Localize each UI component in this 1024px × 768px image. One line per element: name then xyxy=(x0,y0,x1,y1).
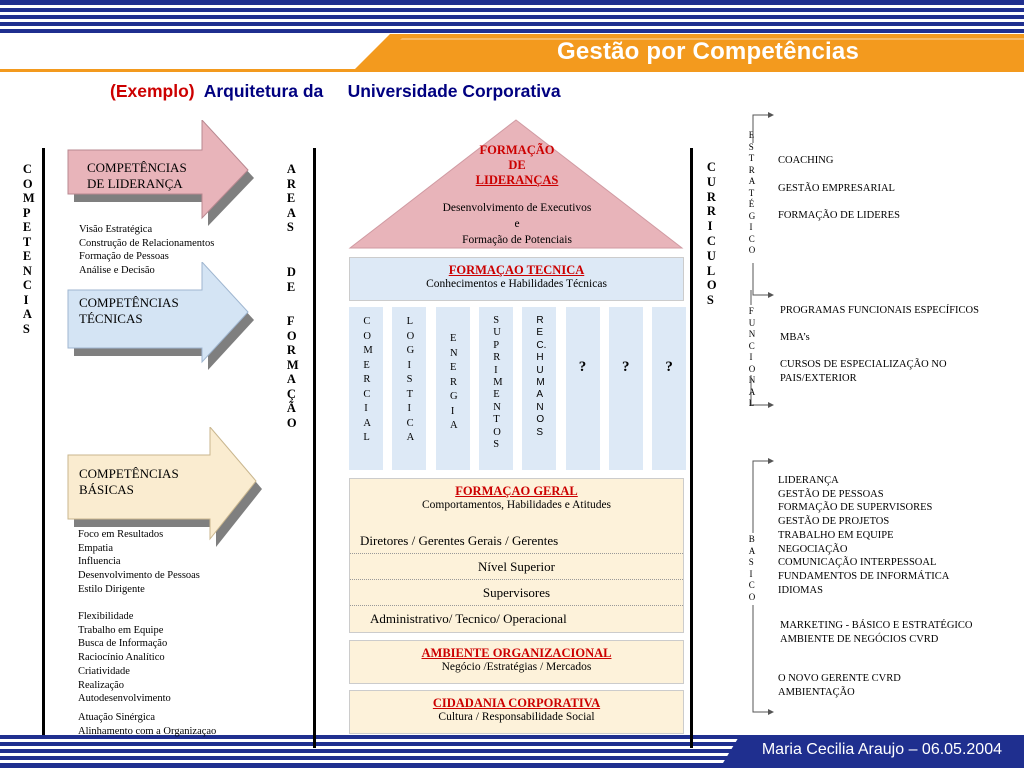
list-item: CURSOS DE ESPECIALIZAÇÃO NO xyxy=(780,359,947,370)
list-item: TRABALHO EM EQUIPE xyxy=(778,529,894,541)
roof-title-line1: FORMAÇÃO xyxy=(479,143,555,157)
basico-letters: BASICO xyxy=(748,534,756,602)
arrow-basicas-line1: COMPETÊNCIAS xyxy=(79,466,179,481)
formacao-geral-title: FORMAÇAO GERAL xyxy=(455,484,578,498)
list-item: FORMAÇÃO DE SUPERVISORES xyxy=(778,502,933,514)
areas-letters: AREAS xyxy=(286,162,296,234)
pillar-comercial xyxy=(349,307,383,470)
estrategico-letters: ESTRATÉGICO xyxy=(748,130,756,255)
funcional-letters: FUNCIONAL xyxy=(748,306,756,408)
pillar-label: ? xyxy=(578,359,587,375)
list-item: Trabalho em Equipe xyxy=(78,624,164,636)
areas-vertical-label xyxy=(280,162,300,235)
pillar-rechumanos xyxy=(522,307,556,470)
cidadania-corporativa-box xyxy=(349,690,684,734)
left-divider-line xyxy=(42,148,45,735)
arrow-lideranca-label xyxy=(87,160,187,192)
formacao-geral-subtitle: Comportamentos, Habilidades e Atitudes xyxy=(421,499,612,511)
list-item: Busca de Informação xyxy=(78,638,168,650)
list-item: Visão Estratégica xyxy=(79,224,153,235)
pillar-label: REC. HUMANOS xyxy=(536,315,550,438)
right-brackets xyxy=(735,105,775,725)
list-item: COMUNICAÇÃO INTERPESSOAL xyxy=(778,557,937,569)
ambiente-title: AMBIENTE ORGANIZACIONAL xyxy=(421,646,612,660)
arrow-tecnicas-line2: TÉCNICAS xyxy=(79,311,143,326)
list-item: MBA’s xyxy=(780,332,810,343)
roof-description xyxy=(410,200,624,248)
pillar-energia xyxy=(436,307,470,470)
pillar-label: COMERCIAL xyxy=(363,316,373,443)
pillar-label: ? xyxy=(665,359,673,375)
pillar-unknown-7 xyxy=(652,307,686,470)
roof-desc-line1: Desenvolvimento de Executivos xyxy=(442,202,592,214)
list-item: Autodesenvolvimento xyxy=(78,693,171,705)
list-item: GESTÃO DE PROJETOS xyxy=(778,516,890,528)
list-item: AMBIENTAÇÃO xyxy=(778,686,855,698)
pillar-label: LOGISTICA xyxy=(406,316,415,443)
competencias-vertical-label xyxy=(16,162,36,336)
formacao-tecnica-subtitle: Conhecimentos e Habilidades Técnicas xyxy=(426,278,607,290)
curriculos-vertical-label xyxy=(700,160,720,308)
formacao-vertical-label xyxy=(280,314,300,430)
list-item: Raciocínio Analítico xyxy=(78,652,165,664)
ambiente-subtitle: Negócio /Estratégias / Mercados xyxy=(441,661,592,673)
arrow-tecnicas-label xyxy=(79,295,179,327)
pillar-unknown-6 xyxy=(609,307,643,470)
arrow-basicas-line2: BÁSICAS xyxy=(79,482,134,497)
arrow-tecnicas-line1: COMPETÊNCIAS xyxy=(79,295,179,310)
cidadania-title: CIDADANIA CORPORATIVA xyxy=(432,696,601,710)
formacao-letters: FORMAÇÃO xyxy=(286,314,299,430)
list-item: IDIOMAS xyxy=(778,584,823,596)
ambiente-organizacional-box xyxy=(349,640,684,684)
de-letters: DE xyxy=(286,265,296,294)
list-item: Influencia xyxy=(78,556,121,568)
curriculos-letters: CURRICULOS xyxy=(706,160,717,308)
lideranca-competencies-list xyxy=(79,223,214,278)
arrow-lideranca-line1: COMPETÊNCIAS xyxy=(87,160,187,175)
list-item: Empatia xyxy=(78,542,113,554)
level-row xyxy=(350,554,683,580)
de-vertical-label xyxy=(280,265,300,294)
list-item: NEGOCIAÇÃO xyxy=(778,543,848,555)
list-item: AMBIENTE DE NEGÓCIOS CVRD xyxy=(780,633,939,645)
technical-pillars xyxy=(349,307,684,472)
list-item: FUNDAMENTOS DE INFORMÁTICA xyxy=(778,570,950,582)
list-item: Flexibilidade xyxy=(78,611,134,622)
level-supervisores: Supervisores xyxy=(482,585,551,600)
formacao-geral-box xyxy=(349,478,684,633)
list-item: Formação de Pessoas xyxy=(79,251,169,263)
basico-programs-list-3 xyxy=(778,672,901,699)
list-item: Atuação Sinérgica xyxy=(78,712,156,723)
arrow-basicas-label xyxy=(79,466,179,498)
list-item: Análise e Decisão xyxy=(79,265,155,277)
basico-programs-list-2 xyxy=(780,619,973,646)
level-row xyxy=(350,580,683,606)
list-item: O NOVO GERENTE CVRD xyxy=(778,673,901,684)
competencias-letters: COMPETENCIAS xyxy=(22,162,35,336)
list-item: Foco em Resultados xyxy=(78,529,164,540)
list-item: FORMAÇÃO DE LIDERES xyxy=(778,210,900,221)
middle-left-divider-line xyxy=(313,148,316,748)
list-item: Realização xyxy=(78,679,125,691)
formacao-tecnica-title: FORMAÇAO TECNICA xyxy=(448,263,585,277)
list-item: Estilo Dirigente xyxy=(78,583,145,595)
estrategico-programs-list xyxy=(778,147,900,230)
pillar-label: SUPRIMENTOS xyxy=(493,315,503,451)
list-item: GESTÃO EMPRESARIAL xyxy=(778,182,895,194)
page-subtitle xyxy=(110,81,561,102)
list-item: PROGRAMAS FUNCIONAIS ESPECÍFICOS xyxy=(780,305,979,316)
level-diretores: Diretores / Gerentes Gerais / Gerentes xyxy=(360,533,559,548)
list-item: Construção de Relacionamentos xyxy=(79,237,215,249)
level-row xyxy=(350,606,683,632)
formacao-tecnica-box xyxy=(349,257,684,301)
cidadania-subtitle: Cultura / Responsabilidade Social xyxy=(438,711,595,723)
list-item: MARKETING - BÁSICO E ESTRATÉGICO xyxy=(780,620,973,631)
roof-title-line3: LIDERANÇAS xyxy=(475,173,559,187)
list-item: Criatividade xyxy=(78,665,130,677)
basicas-competencies-list-2 xyxy=(78,610,171,706)
basico-programs-list-1 xyxy=(778,474,949,597)
list-item: PAIS/EXTERIOR xyxy=(780,373,857,384)
header-banner xyxy=(0,0,1024,75)
subtitle-example: (Exemplo) xyxy=(110,81,195,101)
pillar-suprimentos xyxy=(479,307,513,470)
level-administrativo: Administrativo/ Tecnico/ Operacional xyxy=(370,611,567,626)
arrow-lideranca-line2: DE LIDERANÇA xyxy=(87,176,183,191)
list-item: Desenvolvimento de Pessoas xyxy=(78,570,200,582)
list-item: LIDERANÇA xyxy=(778,475,839,486)
roof-title-line2: DE xyxy=(508,158,526,172)
pillar-unknown-5 xyxy=(566,307,600,470)
basicas-competencies-list-3 xyxy=(78,711,216,738)
list-item: COACHING xyxy=(778,155,834,166)
pillar-logistica xyxy=(392,307,426,470)
pillar-label: ? xyxy=(622,359,630,375)
level-nivel-superior: Nível Superior xyxy=(478,559,555,574)
roof-desc-line3: Formação de Potenciais xyxy=(462,234,572,246)
pillar-label: ENERGIA xyxy=(449,333,458,431)
list-item: GESTÃO DE PESSOAS xyxy=(778,488,884,500)
basicas-competencies-list-1 xyxy=(78,528,200,597)
level-row xyxy=(350,529,683,554)
subtitle-main: Arquitetura da Universidade Corporativa xyxy=(203,81,561,101)
roof-title xyxy=(450,143,584,188)
middle-right-divider-line xyxy=(690,148,693,748)
page-title: Gestão por Competências xyxy=(556,38,859,65)
roof-desc-line2: e xyxy=(514,218,520,230)
footer-author-date: Maria Cecilia Araujo – 06.05.2004 xyxy=(761,741,1002,758)
list-item: Alinhamento com a Organizaçao xyxy=(78,725,217,737)
